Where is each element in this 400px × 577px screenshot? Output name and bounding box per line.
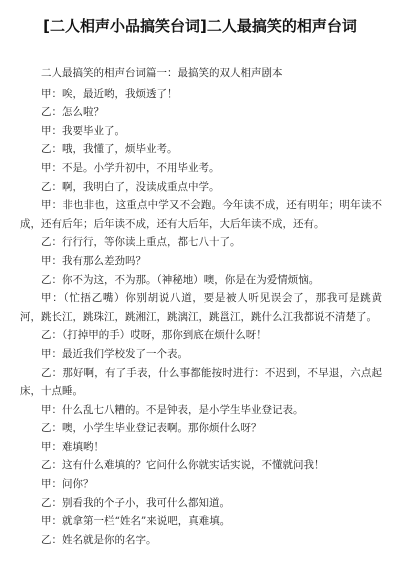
dialogue-line: 甲：唉，最近哟，我烦透了！	[41, 87, 178, 100]
dialogue-line: 乙：姓名就是你的名字。	[41, 533, 157, 546]
dialogue-line: 甲：最近我们学校发了一个表。	[41, 347, 188, 360]
dialogue-line: 甲：什么乱七八糟的。不是钟表，是小学生毕业登记表。	[41, 403, 304, 416]
dialogue-line: 乙：怎么啦？	[41, 106, 104, 119]
article-title: [二人相声小品搞笑台词]二人最搞笑的相声台词	[43, 17, 357, 35]
dialogue-line: 乙：（打掉甲的手）哎呀，那你到底在烦什么呀！	[41, 329, 267, 342]
dialogue-line: 乙：噢，小学生毕业登记表啊。那你烦什么呀？	[41, 422, 262, 435]
dialogue-line: 乙：这有什么难填的？它问什么你就实话实说，不懂就问我！	[41, 459, 325, 472]
dialogue-line: 甲：我有那么差劲吗？	[41, 254, 146, 267]
dialogue-line: 乙：啊，我明白了，没读成重点中学。	[41, 180, 220, 193]
section-heading: 二人最搞笑的相声台词篇一：最搞笑的双人相声剧本	[41, 67, 283, 79]
dialogue-line: 甲：不是。小学升初中，不用毕业考。	[41, 161, 220, 174]
dialogue-line: 乙：行行行，等你读上重点，都七八十了。	[41, 236, 241, 249]
dialogue-line: 乙：你不为这，不为那。（神秘地）噢，你是在为爱情烦恼。	[41, 273, 320, 286]
dialogue-line: 乙：别看我的个子小，我可什么都知道。	[41, 496, 230, 509]
dialogue-line: 甲：非也非也，这重点中学又不会跑。今年读不成，还有明年；明年读不成，还有后年；后年读不成，还有大后年，大后年读不成，还有。	[20, 199, 382, 230]
dialogue-line: 乙：那好啊，有了手表，什么事都能按时进行：不迟到，不早退，六点起床，十点睡。	[20, 366, 382, 398]
dialogue-line: 甲：（忙捂乙嘴）你别胡说八道，要是被人听见误会了，那我可是跳黄河，跳长江，跳珠江，跳湘江，跳漓江，跳邕江，跳什么江我都说不清楚了。	[20, 292, 382, 323]
dialogue-line: 甲：问你？	[41, 478, 94, 491]
dialogue-line: 甲：我要毕业了。	[41, 124, 125, 137]
dialogue-line: 甲：就拿第一栏“姓名”来说吧，真难填。	[41, 515, 231, 528]
dialogue-line: 甲：难填哟！	[41, 440, 104, 453]
article-body	[20, 64, 382, 549]
dialogue-line: 乙：哦，我懂了，烦毕业考。	[41, 143, 178, 156]
